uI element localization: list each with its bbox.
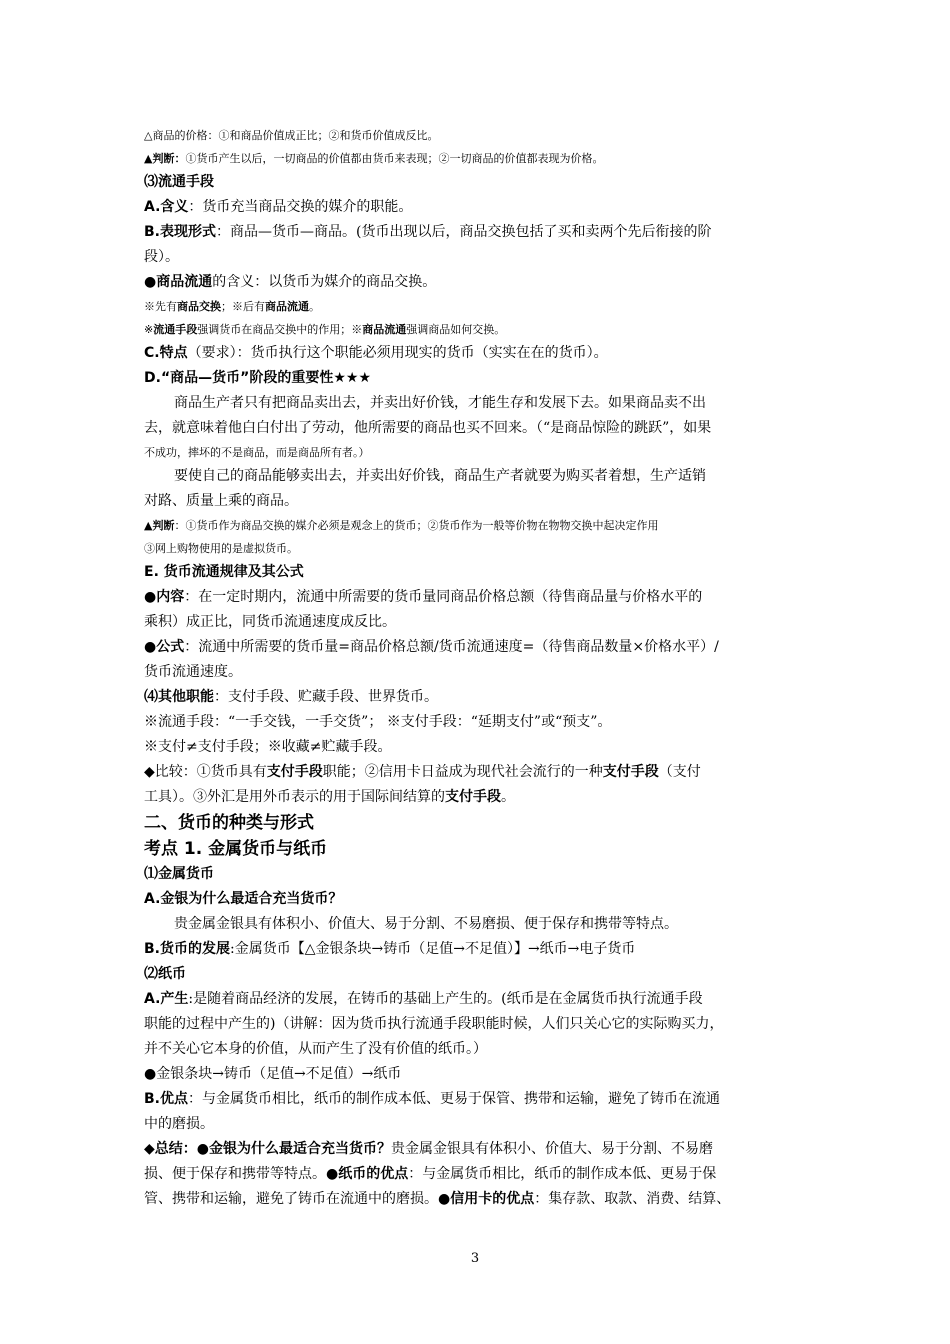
text-line [144, 610, 810, 635]
text-line [144, 537, 810, 560]
text-run: 强调货币在商品交换中的作用；※ [197, 323, 363, 336]
text-line [144, 318, 810, 341]
bold-term: ▲判断： [144, 152, 186, 165]
text-line [144, 760, 810, 785]
bold-term: ⑷其他职能 [144, 689, 214, 705]
bold-term: ◆总结：●金银为什么最适合充当货币？ [144, 1141, 391, 1157]
text-line [144, 1162, 810, 1187]
bold-term: C.特点 [144, 345, 188, 361]
text-run: ：流通中所需要的货币量=商品价格总额/货币流通速度=（待售商品数量×价格水平）/ [184, 639, 719, 655]
text-line [144, 710, 810, 735]
text-run: ※ [144, 323, 154, 336]
bold-term: 流通手段 [153, 323, 198, 336]
text-line [144, 912, 810, 937]
bold-term: ⑶流通手段 [144, 174, 214, 190]
text-line [144, 124, 810, 147]
text-line [144, 195, 810, 220]
text-run: ※流通手段：“一手交钱，一手交货”； ※支付手段：“延期支付”或“预支”。 [144, 714, 612, 730]
text-line [144, 1062, 810, 1087]
bold-term: ●内容 [144, 589, 185, 605]
text-line [144, 147, 810, 170]
text-line [144, 245, 810, 270]
text-line [144, 170, 810, 195]
bold-term: 支付手段 [445, 789, 501, 805]
text-run: 工具）。③外汇是用外币表示的用于国际间结算的 [144, 789, 445, 805]
text-line [144, 585, 810, 610]
bold-term: B.货币的发展 [144, 941, 230, 957]
text-run: 不成功，摔坏的不是商品，而是商品所有者。） [144, 446, 370, 459]
bold-term: ●纸币的优点 [326, 1166, 409, 1182]
bold-term: 二、货币的种类与形式 [144, 813, 314, 833]
text-run: 对路、质量上乘的商品。 [144, 493, 298, 509]
text-run: 管、携带和运输，避免了铸币在流通中的磨损。 [144, 1191, 438, 1207]
text-line [144, 1037, 810, 1062]
text-run: ①货币产生以后，一切商品的价值都由货币来表现；②一切商品的价值都表现为价格。 [185, 152, 604, 165]
text-run: ：货币充当商品交换的媒介的职能。 [188, 199, 413, 215]
text-line [144, 836, 810, 862]
bold-term: 商品流通 [265, 300, 309, 313]
text-run: 并不关心它本身的价值，从而产生了没有价值的纸币。） [144, 1041, 487, 1057]
text-run: 去，就意味着他白白付出了劳动，他所需要的商品也买不回来。（“是商品惊险的跳跃”，如果 [144, 420, 712, 436]
bold-term: 商品流通 [362, 323, 407, 336]
text-run: （支付 [658, 764, 701, 780]
text-line [144, 220, 810, 245]
text-run: 贵金属金银具有体积小、价值大、易于分割、不易磨 [390, 1141, 713, 1157]
text-line [144, 785, 810, 810]
text-run: △商品的价格：①和商品价值成正比；②和货币价值成反比。 [144, 129, 439, 142]
text-run: 中的磨损。 [144, 1116, 214, 1132]
text-run: 职能；②信用卡日益成为现代社会流行的一种 [322, 764, 603, 780]
bold-term: D.“商品—货币”阶段的重要性★★★ [144, 370, 371, 386]
text-run: ；※后有 [221, 300, 265, 313]
bold-term: 支付手段 [266, 764, 323, 780]
text-run: 。 [501, 789, 515, 805]
text-line [144, 937, 810, 962]
text-run: 贵金属金银具有体积小、价值大、易于分割、不易磨损、便于保存和携带等特点。 [174, 916, 678, 932]
text-run: ：①货币作为商品交换的媒介必须是观念上的货币；②货币作为一般等价物在物物交换中起决定作用 [174, 519, 659, 532]
text-line [144, 295, 810, 318]
bold-term: ●信用卡的优点 [438, 1191, 535, 1207]
text-run: ：与金属货币相比，纸币的制作成本低、更易于保 [408, 1166, 717, 1182]
bold-term: ▲判断 [144, 519, 175, 532]
text-run: ：集存款、取款、消费、结算、 [534, 1191, 731, 1207]
bold-term: B.表现形式 [144, 224, 216, 240]
text-run: ：在一定时期内，流通中所需要的货币量同商品价格总额（待售商品量与价格水平的 [184, 589, 703, 605]
bold-term: A.含义 [144, 199, 189, 215]
text-line [144, 735, 810, 760]
page-number: 3 [470, 1251, 480, 1266]
text-run: ：支付手段、贮藏手段、世界货币。 [214, 689, 438, 705]
bold-term: B.优点 [144, 1091, 188, 1107]
text-line [144, 560, 810, 585]
text-run: ●金银条块→铸币（足值→不足值）→纸币 [144, 1066, 402, 1082]
text-line [144, 1137, 810, 1162]
text-run: ：与金属货币相比，纸币的制作成本低、更易于保管、携带和运输，避免了铸币在流通 [188, 1091, 720, 1107]
text-line [144, 660, 810, 685]
bold-term: ⑴金属货币 [144, 866, 214, 882]
text-run: 段）。 [144, 249, 179, 265]
bold-term: 考点 1. 金属货币与纸币 [144, 839, 328, 859]
text-run: 的含义：以货币为媒介的商品交换。 [212, 274, 437, 290]
text-line [144, 464, 810, 489]
text-line [144, 366, 810, 391]
text-run: :金属货币【△金银条块→铸币（足值→不足值）】→纸币→电子货币 [230, 941, 636, 957]
bold-term: ●公式 [144, 639, 185, 655]
text-run: 职能的过程中产生的)（讲解：因为货币执行流通手段职能时候，人们只关心它的实际购买力， [144, 1016, 724, 1032]
text-line [144, 1112, 810, 1137]
text-line [144, 685, 810, 710]
text-run: 商品生产者只有把商品卖出去，并卖出好价钱，才能生存和发展下去。如果商品卖不出 [174, 395, 706, 411]
text-line [144, 862, 810, 887]
text-line [144, 391, 810, 416]
bold-term: E. 货币流通规律及其公式 [144, 564, 304, 580]
text-line [144, 514, 810, 537]
text-line [144, 1187, 810, 1212]
text-line [144, 489, 810, 514]
text-run: 要使自己的商品能够卖出去，并卖出好价钱，商品生产者就要为购买者着想，生产适销 [174, 468, 706, 484]
text-run: ※支付≠支付手段；※收藏≠贮藏手段。 [144, 739, 392, 755]
bold-term: 商品交换 [177, 300, 221, 313]
bold-term: ●商品流通 [144, 274, 213, 290]
text-run: :是随着商品经济的发展，在铸币的基础上产生的。(纸币是在金属货币执行流通手段 [188, 991, 703, 1007]
text-line [144, 810, 810, 836]
bold-term: A.金银为什么最适合充当货币？ [144, 891, 343, 907]
text-run: 乘积）成正比，同货币流通速度成反比。 [144, 614, 396, 630]
text-run: ：商品—货币—商品。(货币出现以后，商品交换包括了买和卖两个先后衔接的阶 [216, 224, 712, 240]
text-run: ※先有 [144, 300, 177, 313]
text-line [144, 987, 810, 1012]
text-run: 强调商品如何交换。 [406, 323, 506, 336]
bold-term: 支付手段 [602, 764, 659, 780]
text-line [144, 1012, 810, 1037]
text-line [144, 341, 810, 366]
text-line [144, 416, 810, 441]
text-run: （要求）：货币执行这个职能必须用现实的货币（实实在在的货币）。 [187, 345, 608, 361]
text-run: ◆比较：①货币具有 [144, 764, 267, 780]
bold-term: ⑵纸币 [144, 966, 186, 982]
text-line [144, 270, 810, 295]
text-run: ③网上购物使用的是虚拟货币。 [144, 542, 298, 555]
text-line [144, 962, 810, 987]
text-line [144, 441, 810, 464]
text-line [144, 887, 810, 912]
document-body [144, 124, 810, 1212]
text-run: 。 [309, 300, 320, 313]
text-line [144, 1087, 810, 1112]
bold-term: A.产生 [144, 991, 189, 1007]
text-run: 损、便于保存和携带等特点。 [144, 1166, 326, 1182]
text-run: 货币流通速度。 [144, 664, 242, 680]
text-line [144, 635, 810, 660]
